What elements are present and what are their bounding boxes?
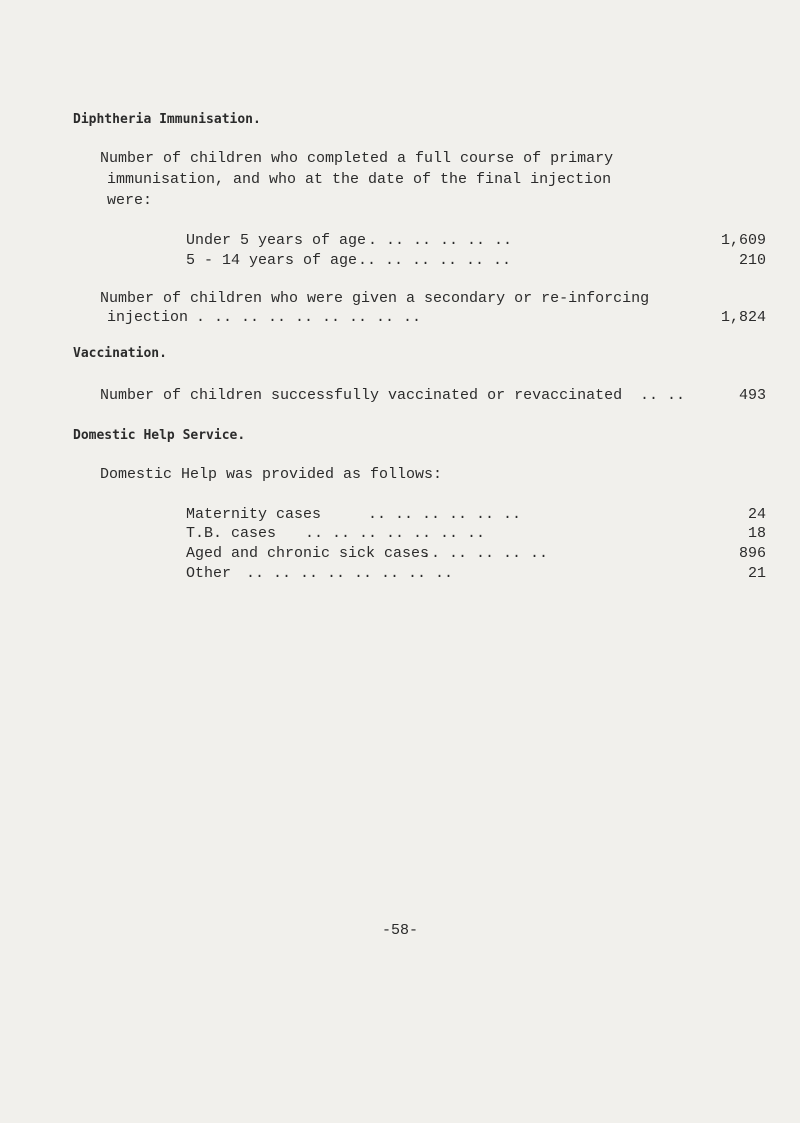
vaccination-line: Number of children successfully vaccinated or revaccinated — [100, 387, 623, 404]
domestic-help-row-label: Other — [186, 565, 232, 582]
vaccination-value: 493 — [738, 387, 766, 404]
domestic-help-row-value: 21 — [747, 565, 766, 582]
domestic-help-row-label: Aged and chronic sick cases — [186, 545, 430, 562]
leader-dots: . .. .. .. .. .. .. .. .. — [196, 309, 422, 326]
section-heading-domestic-help: Domestic Help Service. — [73, 428, 246, 443]
leader-dots: .. .. .. .. .. .. — [368, 506, 522, 523]
diphtheria-intro — [100, 148, 613, 211]
secondary-injection-line-1: Number of children who were given a secondary or re-inforcing — [100, 290, 650, 307]
secondary-injection-value: 1,824 — [720, 309, 766, 326]
domestic-help-row-label: T.B. cases — [186, 525, 277, 542]
page-number: -58- — [381, 922, 418, 939]
domestic-help-row-value: 18 — [747, 525, 766, 542]
section-heading-vaccination: Vaccination. — [73, 346, 167, 361]
diphtheria-row-label: Under 5 years of age — [186, 232, 367, 249]
leader-dots: .. .. .. .. .. .. — [358, 252, 512, 269]
diphtheria-row-value: 1,609 — [720, 232, 766, 249]
domestic-help-row-value: 896 — [738, 545, 766, 562]
section-heading-diphtheria: Diphtheria Immunisation. — [73, 112, 261, 127]
diphtheria-intro-line-1: Number of children who completed a full course of primary — [100, 150, 614, 167]
secondary-injection-line-2: injection — [107, 309, 189, 326]
domestic-help-row-value: 24 — [747, 506, 766, 523]
leader-dots: .. .. .. .. .. .. .. — [305, 525, 486, 542]
diphtheria-row-label: 5 - 14 years of age — [186, 252, 358, 269]
diphtheria-intro-line-3: were: — [107, 192, 153, 209]
leader-dots: .. .. .. .. .. .. .. .. — [246, 565, 454, 582]
diphtheria-intro-line-2: immunisation, and who at the date of the final injection — [107, 171, 612, 188]
leader-dots: .. .. — [640, 387, 686, 404]
domestic-help-row-label: Maternity cases — [186, 506, 322, 523]
diphtheria-row-value: 210 — [738, 252, 766, 269]
leader-dots: . .. .. .. .. .. — [368, 232, 513, 249]
leader-dots: .. .. .. .. .. — [422, 545, 549, 562]
domestic-help-intro: Domestic Help was provided as follows: — [100, 466, 443, 483]
